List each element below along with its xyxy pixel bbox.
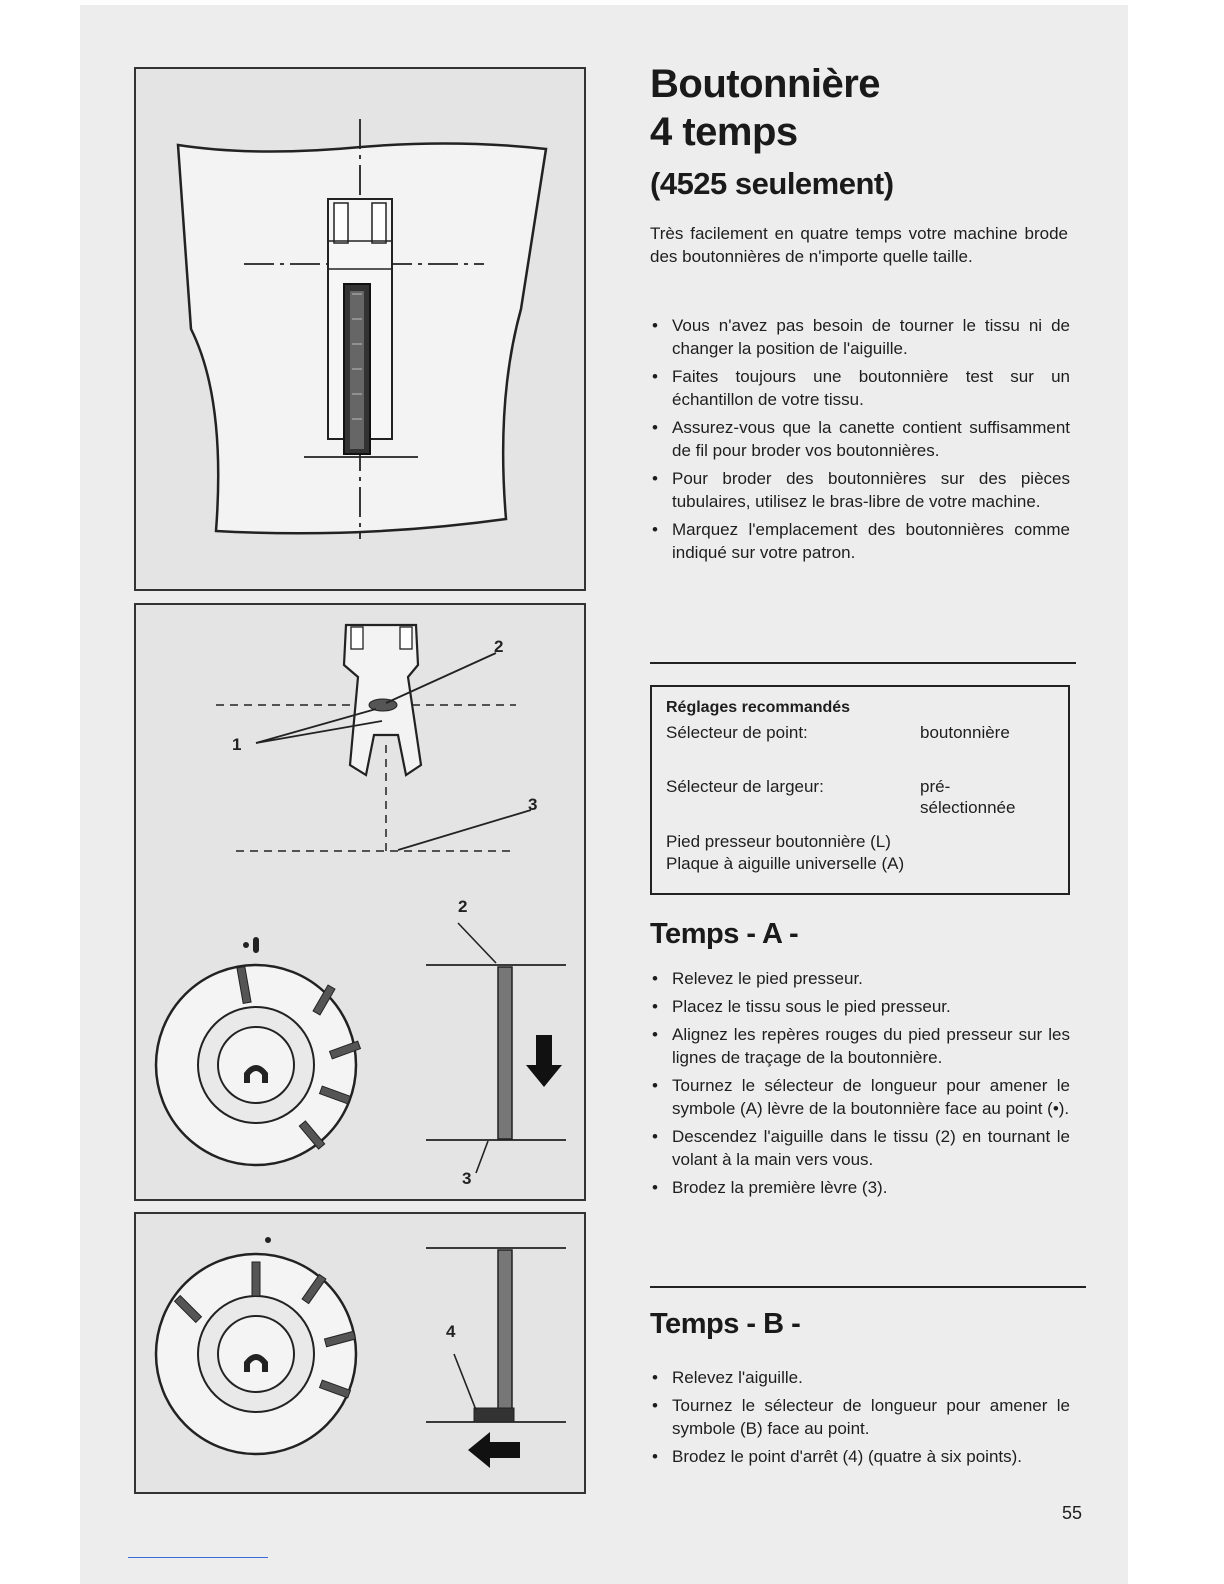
step-b-list xyxy=(650,1366,1070,1473)
callout-4: 4 xyxy=(446,1322,456,1341)
width-selector-value-2: sélectionnée xyxy=(920,798,1016,817)
foot-and-dial-illustration xyxy=(136,605,584,1199)
step-a-heading: Temps - A - xyxy=(650,918,799,950)
list-item: • Alignez les repères rouges du pied presseur sur les lignes de traçage de la boutonnière. xyxy=(650,1023,1070,1069)
list-item: • Vous n'avez pas besoin de tourner le tissu ni de changer la position de l'aiguille. xyxy=(650,314,1070,360)
settings-heading: Réglages recommandés xyxy=(666,699,851,716)
stitch-selector-label: Sélecteur de point: xyxy=(666,723,808,742)
list-item: • Brodez le point d'arrêt (4) (quatre à six points). xyxy=(650,1445,1070,1468)
callout-2b: 2 xyxy=(458,897,468,916)
width-selector-label: Sélecteur de largeur: xyxy=(666,777,824,796)
width-selector-value-1: pré- xyxy=(920,777,951,796)
fabric-illustration xyxy=(136,69,584,589)
list-item: • Relevez le pied presseur. xyxy=(650,967,1070,990)
list-item: • Tournez le sélecteur de longueur pour amener le symbole (A) lèvre de la boutonnière face au point (•). xyxy=(650,1074,1070,1120)
divider xyxy=(650,662,1076,664)
list-item: • Relevez l'aiguille. xyxy=(650,1366,1070,1389)
divider xyxy=(650,1286,1086,1288)
figure-dial-b xyxy=(134,1212,586,1494)
callout-3: 3 xyxy=(528,795,538,814)
settings-box xyxy=(650,685,1070,895)
callout-3b: 3 xyxy=(462,1169,472,1188)
page-title-line1: Boutonnière xyxy=(650,62,881,106)
callout-1: 1 xyxy=(232,735,242,754)
stitch-selector-value: boutonnière xyxy=(920,723,1010,742)
callout-2: 2 xyxy=(494,637,504,656)
step-a-list xyxy=(650,967,1070,1204)
page-title-line2: 4 temps xyxy=(650,110,798,154)
list-item: • Marquez l'emplacement des boutonnières comme indiqué sur votre patron. xyxy=(650,518,1070,564)
notes-list xyxy=(650,314,1070,569)
page-number: 55 xyxy=(1062,1503,1083,1523)
list-item: • Assurez-vous que la canette contient suffisamment de fil pour broder vos boutonnières. xyxy=(650,416,1070,462)
list-item: • Tournez le sélecteur de longueur pour amener le symbole (B) face au point. xyxy=(650,1394,1070,1440)
needle-plate-setting: Plaque à aiguille universelle (A) xyxy=(666,854,905,873)
figure-foot-markers-dial-a xyxy=(134,603,586,1201)
dial-b-illustration xyxy=(136,1214,584,1492)
list-item: • Descendez l'aiguille dans le tissu (2) en tournant le volant à la main vers vous. xyxy=(650,1125,1070,1171)
list-item: • Placez le tissu sous le pied presseur. xyxy=(650,995,1070,1018)
list-item: • Brodez la première lèvre (3). xyxy=(650,1176,1070,1199)
page-subtitle: (4525 seulement) xyxy=(650,166,894,201)
footer-line xyxy=(128,1557,268,1558)
figure-fabric-foot xyxy=(134,67,586,591)
step-b-heading: Temps - B - xyxy=(650,1308,801,1340)
presser-foot-setting: Pied presseur boutonnière (L) xyxy=(666,832,891,851)
list-item: • Pour broder des boutonnières sur des pièces tubulaires, utilisez le bras-libre de votre machine. xyxy=(650,467,1070,513)
intro-paragraph: Très facilement en quatre temps votre machine brode des boutonnières de n'importe quelle taille. xyxy=(650,224,1068,266)
list-item: • Faites toujours une boutonnière test sur un échantillon de votre tissu. xyxy=(650,365,1070,411)
